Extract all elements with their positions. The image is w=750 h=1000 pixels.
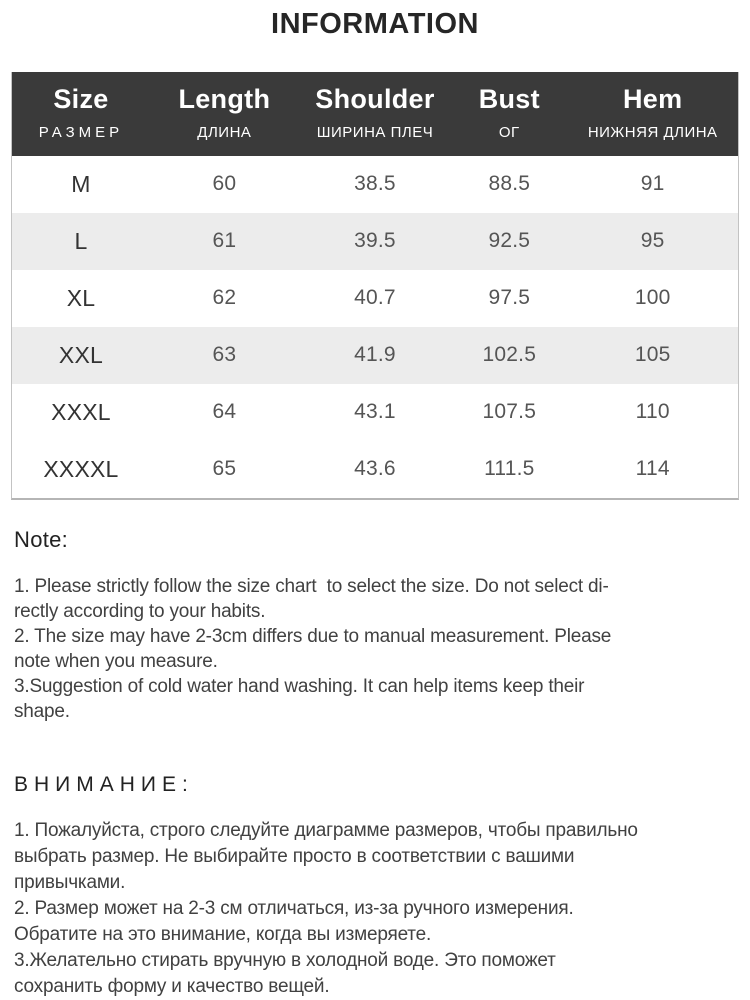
- note-line: note when you measure.: [14, 650, 218, 672]
- header-cell-hem: [567, 72, 738, 156]
- table-row-xxxxl: [12, 441, 738, 498]
- note-line: 2. The size may have 2-3cm differs due to manual measurement. Please: [14, 625, 612, 647]
- cell-length: 62: [212, 286, 237, 310]
- note-line: rectly according to your habits.: [14, 600, 266, 622]
- header-label-length-en: Length: [178, 84, 271, 114]
- header-label-size-ru: РАЗМЕР: [38, 123, 124, 141]
- header-label-length-ru: ДЛИНА: [197, 123, 252, 141]
- note-line: привычками.: [14, 871, 126, 893]
- note-line: 1. Пожалуйста, строго следуйте диаграмме размеров, чтобы правильно: [14, 819, 638, 841]
- cell-hem: 105: [634, 343, 671, 367]
- note-block-russian: [14, 818, 734, 1000]
- cell-size: XXXXL: [43, 455, 119, 482]
- header-label-hem-ru: НИЖНЯЯ ДЛИНА: [587, 123, 718, 141]
- cell-bust: 102.5: [482, 343, 537, 367]
- cell-shoulder: 43.6: [354, 457, 396, 481]
- header-label-hem-en: Hem: [622, 84, 683, 114]
- cell-length: 63: [212, 343, 237, 367]
- note-block-english: [14, 574, 734, 724]
- note-heading-russian: ВНИМАНИЕ:: [14, 772, 194, 796]
- cell-bust: 107.5: [482, 400, 537, 424]
- note-line: 2. Размер может на 2-3 см отличаться, из-за ручного измерения.: [14, 897, 574, 919]
- note-line: 3.Желательно стирать вручную в холодной воде. Это поможет: [14, 949, 556, 971]
- header-cell-size: [12, 72, 150, 156]
- header-label-bust-en: Bust: [478, 84, 540, 114]
- cell-bust: 97.5: [488, 286, 531, 310]
- table-row-xxl: [12, 327, 738, 384]
- table-header-row: [12, 72, 738, 156]
- size-chart-table: [12, 72, 738, 498]
- cell-length: 65: [212, 457, 237, 481]
- cell-shoulder: 41.9: [354, 343, 396, 367]
- header-cell-shoulder: [299, 72, 451, 156]
- note-line: 1. Please strictly follow the size chart to select the size. Do not select di-: [14, 575, 609, 597]
- header-cell-bust: [451, 72, 567, 156]
- cell-bust: 88.5: [488, 172, 531, 196]
- header-label-shoulder-ru: ШИРИНА ПЛЕЧ: [316, 123, 434, 141]
- page-title: INFORMATION: [271, 8, 479, 40]
- header-cell-length: [150, 72, 299, 156]
- cell-length: 61: [212, 229, 237, 253]
- cell-bust: 111.5: [484, 457, 535, 481]
- cell-length: 64: [212, 400, 237, 424]
- note-line: сохранить форму и качество вещей.: [14, 975, 330, 997]
- note-heading-english: Note:: [14, 526, 69, 552]
- note-line: выбрать размер. Не выбирайте просто в соответствии с вашими: [14, 845, 575, 867]
- note-line: Обратите на это внимание, когда вы измеряете.: [14, 923, 432, 945]
- cell-shoulder: 43.1: [354, 400, 396, 424]
- cell-size: XXXL: [51, 398, 111, 425]
- table-row-m: [12, 156, 738, 213]
- header-label-shoulder-en: Shoulder: [315, 84, 435, 114]
- header-label-size-en: Size: [53, 84, 109, 114]
- note-line: 3.Suggestion of cold water hand washing. It can help items keep their: [14, 675, 585, 697]
- cell-hem: 110: [635, 400, 670, 424]
- cell-hem: 95: [640, 229, 665, 253]
- size-chart-table-wrap: [11, 72, 739, 500]
- note-line: shape.: [14, 700, 70, 722]
- cell-hem: 114: [635, 457, 670, 481]
- header-label-bust-ru: ОГ: [498, 123, 520, 141]
- cell-size: XL: [66, 284, 96, 311]
- cell-hem: 91: [640, 172, 665, 196]
- cell-shoulder: 39.5: [354, 229, 396, 253]
- table-row-l: [12, 213, 738, 270]
- table-row-xxxl: [12, 384, 738, 441]
- cell-bust: 92.5: [488, 229, 531, 253]
- cell-length: 60: [212, 172, 237, 196]
- table-row-xl: [12, 270, 738, 327]
- cell-hem: 100: [634, 286, 671, 310]
- cell-size: L: [74, 227, 88, 254]
- cell-size: M: [71, 170, 91, 197]
- cell-shoulder: 40.7: [354, 286, 396, 310]
- cell-shoulder: 38.5: [354, 172, 396, 196]
- cell-size: XXL: [58, 341, 103, 368]
- notes-section: [14, 527, 734, 1000]
